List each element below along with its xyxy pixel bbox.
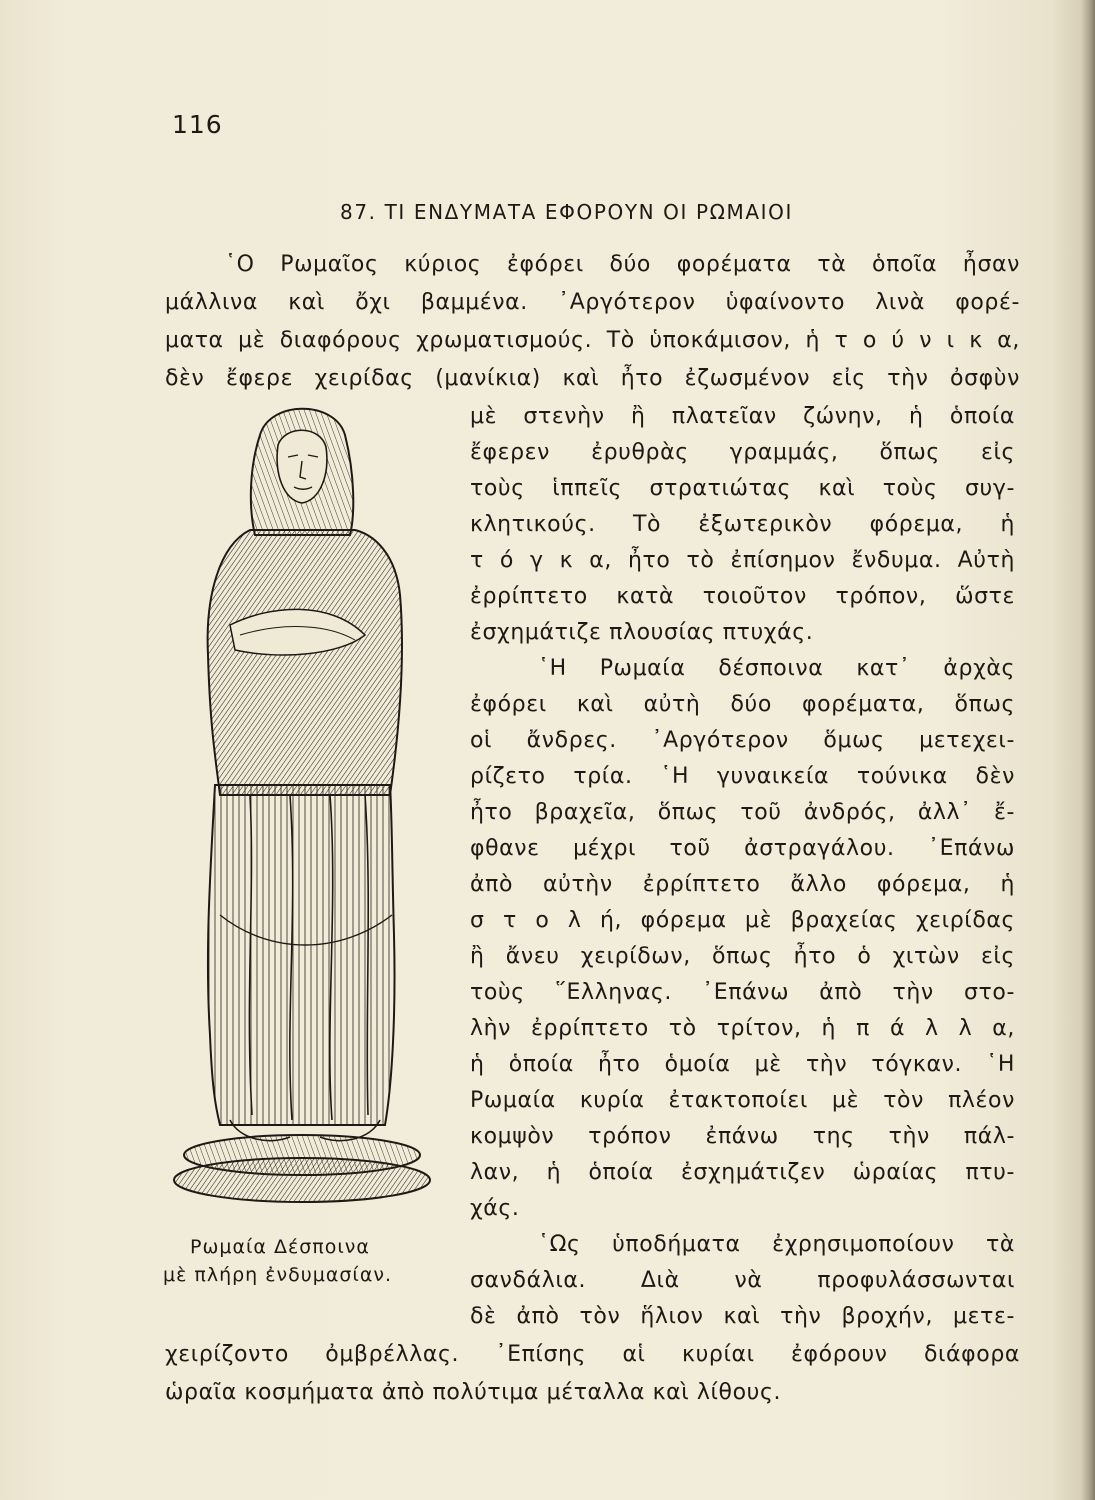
text-line: μὲ στενὴν ἢ πλατεῖαν ζώνην, ἡ ὁποία: [470, 404, 1015, 429]
page-spine-shadow: [1081, 0, 1095, 1500]
text-line: δὲ ἀπὸ τὸν ἥλιον καὶ τὴν βροχήν, μετε-: [470, 1304, 1015, 1329]
text-line: ἐφόρει καὶ αὐτὴ δύο φορέματα, ὅπως: [470, 692, 1015, 717]
text-line: Ρωμαία κυρία ἐτακτοποίει μὲ τὸν πλέον: [470, 1088, 1015, 1113]
text-line: λαν, ἡ ὁποία ἐσχημάτιζεν ὡραίας πτυ-: [470, 1160, 1015, 1185]
text-line: δὲν ἔφερε χειρίδας (μανίκια) καὶ ἦτο ἐζωσμένον εἰς τὴν ὀσφὺν: [165, 366, 1020, 391]
figure-caption-line2: μὲ πλήρη ἐνδυμασίαν.: [163, 1264, 393, 1286]
statue-figure: [160, 395, 445, 1225]
roman-lady-statue-icon: [160, 395, 445, 1225]
text-line: σανδάλια. Διὰ νὰ προφυλάσσωνται: [470, 1268, 1015, 1293]
text-line: ὡραῖα κοσμήματα ἀπὸ πολύτιμα μέταλλα καὶ λίθους.: [165, 1380, 782, 1405]
text-line: χειρίζοντο ὀμβρέλλας. ᾿Επίσης αἱ κυρίαι ἐφόρουν διάφορα: [165, 1342, 1020, 1367]
text-line: ἦτο βραχεῖα, ὅπως τοῦ ἀνδρός, ἀλλ᾽ ἔ-: [470, 800, 1015, 825]
text-line: ἀπὸ αὐτὴν ἐρρίπτετο ἄλλο φόρεμα, ἡ: [470, 872, 1015, 897]
text-line: φθανε μέχρι τοῦ ἀστραγάλου. ᾿Επάνω: [470, 836, 1015, 861]
text-line: ἢ ἄνευ χειρίδων, ὅπως ἦτο ὁ χιτὼν εἰς: [470, 944, 1015, 969]
figure-caption-line1: Ρωμαία Δέσποινα: [190, 1236, 370, 1258]
text-line: τοὺς ἱππεῖς στρατιώτας καὶ τοὺς συγ-: [470, 476, 1015, 501]
text-line: σ τ ο λ ή, φόρεμα μὲ βραχείας χειρίδας: [470, 908, 1015, 933]
text-line: κομψὸν τρόπον ἐπάνω της τὴν πάλ-: [470, 1124, 1015, 1149]
page-number: 116: [172, 110, 223, 139]
text-line: ἐσχημάτιζε πλουσίας πτυχάς.: [470, 620, 814, 645]
text-line: ρίζετο τρία. ῾Η γυναικεία τούνικα δὲν: [470, 764, 1015, 789]
text-line: λὴν ἐρρίπτετο τὸ τρίτον, ἡ π ά λ λ α,: [470, 1016, 1015, 1041]
text-line: μάλλινα καὶ ὄχι βαμμένα. ᾿Αργότερον ὑφαίνοντο λινὰ φορέ-: [165, 290, 1020, 315]
section-title: 87. ΤΙ ΕΝΔΥΜΑΤΑ ΕΦΟΡΟΥΝ ΟΙ ΡΩΜΑΙΟΙ: [340, 200, 794, 224]
text-line: ῾Η Ρωμαία δέσποινα κατ᾽ ἀρχὰς: [538, 656, 1015, 681]
text-line: κλητικούς. Τὸ ἐξωτερικὸν φόρεμα, ἡ: [470, 512, 1015, 537]
text-line: ἐρρίπτετο κατὰ τοιοῦτον τρόπον, ὥστε: [470, 584, 1015, 609]
text-line: ἔφερεν ἐρυθρὰς γραμμάς, ὅπως εἰς: [470, 440, 1015, 465]
text-line: ῾Ο Ρωμαῖος κύριος ἐφόρει δύο φορέματα τὰ ὁποῖα ἦσαν: [225, 252, 1020, 277]
text-line: ἡ ὁποία ἦτο ὁμοία μὲ τὴν τόγκαν. ῾Η: [470, 1052, 1015, 1077]
text-line: χάς.: [470, 1196, 520, 1221]
text-line: οἱ ἄνδρες. ᾿Αργότερον ὅμως μετεχει-: [470, 728, 1015, 753]
text-line: ῾Ως ὑποδήματα ἐχρησιμοποίουν τὰ: [538, 1232, 1015, 1257]
text-line: ματα μὲ διαφόρους χρωματισμούς. Τὸ ὑποκάμισον, ἡ τ ο ύ ν ι κ α,: [165, 328, 1020, 353]
text-line: τ ό γ κ α, ἦτο τὸ ἐπίσημον ἔνδυμα. Αὐτὴ: [470, 548, 1015, 573]
text-line: τοὺς ῞Ελληνας. ᾿Επάνω ἀπὸ τὴν στο-: [470, 980, 1015, 1005]
